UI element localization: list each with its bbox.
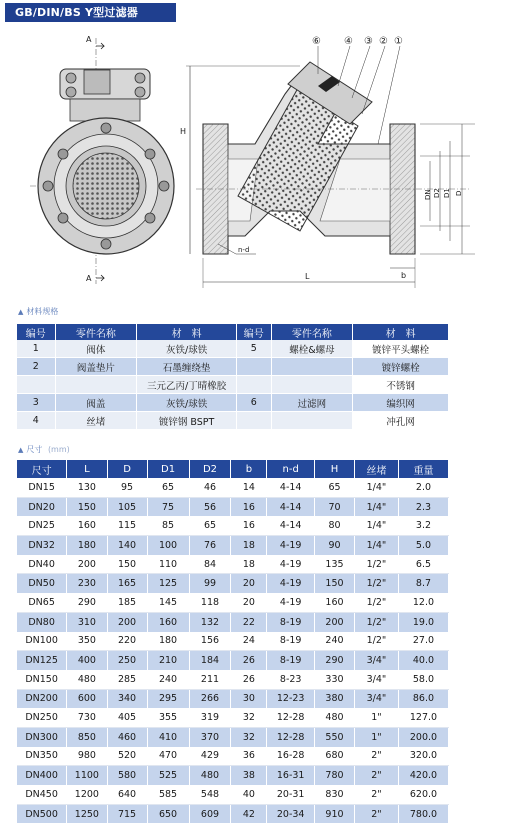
cell xyxy=(55,376,137,394)
table-row xyxy=(17,516,449,535)
size-cell: 240 xyxy=(147,670,189,689)
size-cell: 650 xyxy=(147,804,189,823)
cell: 灰铁/球铁 xyxy=(137,340,237,358)
size-cell: 150 xyxy=(67,497,107,516)
size-cell: 20-31 xyxy=(267,785,315,804)
cell: 阀盖 xyxy=(55,394,137,412)
size-cell: 780 xyxy=(314,766,354,785)
size-cell-dn: DN65 xyxy=(17,593,67,612)
size-cell: 290 xyxy=(67,593,107,612)
size-cell: 90 xyxy=(314,536,354,555)
cell xyxy=(236,412,271,430)
size-cell: 3/4" xyxy=(355,670,399,689)
size-cell: 180 xyxy=(147,632,189,651)
table-row xyxy=(17,632,449,651)
size-cell-dn: DN500 xyxy=(17,804,67,823)
size-cell: 211 xyxy=(189,670,231,689)
size-cell: 132 xyxy=(189,612,231,631)
size-cell: 3/4" xyxy=(355,651,399,670)
size-cell-dn: DN450 xyxy=(17,785,67,804)
cell: 5 xyxy=(236,340,271,358)
size-cell: 86.0 xyxy=(398,689,448,708)
size-cell: 42 xyxy=(231,804,267,823)
size-cell: 40 xyxy=(231,785,267,804)
table-row xyxy=(17,651,449,670)
size-cell-dn: DN50 xyxy=(17,574,67,593)
callout-1: ① xyxy=(394,36,403,47)
size-cell-dn: DN150 xyxy=(17,670,67,689)
size-cell: 715 xyxy=(107,804,147,823)
size-cell: 1/2" xyxy=(355,632,399,651)
size-cell: 12-28 xyxy=(267,708,315,727)
dim-d1: D1 xyxy=(443,188,451,198)
size-cell: 76 xyxy=(189,536,231,555)
size-cell-dn: DN125 xyxy=(17,651,67,670)
materials-table xyxy=(17,324,449,430)
size-cell: 12-23 xyxy=(267,689,315,708)
triangle-icon: ▲ xyxy=(18,308,24,316)
size-header: 尺寸 xyxy=(17,460,67,478)
size-cell: 80 xyxy=(314,516,354,535)
size-header: 丝堵 xyxy=(355,460,399,478)
size-cell: 8-19 xyxy=(267,632,315,651)
size-cell-dn: DN350 xyxy=(17,747,67,766)
table-row xyxy=(17,478,449,497)
size-cell: 220 xyxy=(107,632,147,651)
size-cell: 16 xyxy=(231,497,267,516)
size-cell: 1250 xyxy=(67,804,107,823)
size-cell: 1/4" xyxy=(355,536,399,555)
cell: 过滤网 xyxy=(271,394,353,412)
size-cell: 46 xyxy=(189,478,231,497)
cell xyxy=(271,358,353,376)
size-cell: 210 xyxy=(147,651,189,670)
size-cell: 1/4" xyxy=(355,497,399,516)
size-header: D xyxy=(107,460,147,478)
size-cell: 200 xyxy=(107,612,147,631)
size-cell: 480 xyxy=(67,670,107,689)
size-cell: 585 xyxy=(147,785,189,804)
size-header: L xyxy=(67,460,107,478)
cell xyxy=(271,412,353,430)
callout-2: ② xyxy=(379,36,388,47)
size-cell: 266 xyxy=(189,689,231,708)
size-cell: 99 xyxy=(189,574,231,593)
cell: 4 xyxy=(17,412,55,430)
dim-nd: n-d xyxy=(238,246,250,254)
size-header: n-d xyxy=(267,460,315,478)
size-cell: 2" xyxy=(355,804,399,823)
size-cell-dn: DN300 xyxy=(17,727,67,746)
table-row xyxy=(17,358,449,376)
dim-b: b xyxy=(401,271,407,280)
size-cell: 460 xyxy=(107,727,147,746)
mat-header-no-2: 编号 xyxy=(236,324,271,340)
size-cell: 1200 xyxy=(67,785,107,804)
size-cell: 150 xyxy=(314,574,354,593)
cell: 1 xyxy=(17,340,55,358)
size-cell: 330 xyxy=(314,670,354,689)
end-view xyxy=(30,35,174,284)
size-cell: 125 xyxy=(147,574,189,593)
mat-header-no: 编号 xyxy=(17,324,55,340)
dim-h: H xyxy=(180,127,187,136)
size-cell: 4-14 xyxy=(267,478,315,497)
size-cell: 75 xyxy=(147,497,189,516)
table-row xyxy=(17,689,449,708)
size-cell: 84 xyxy=(189,555,231,574)
size-cell: 370 xyxy=(189,727,231,746)
size-cell: 400 xyxy=(67,651,107,670)
section-view xyxy=(180,36,475,288)
size-cell: 680 xyxy=(314,747,354,766)
materials-header-row xyxy=(17,324,449,340)
size-cell: 3.2 xyxy=(398,516,448,535)
size-cell: 1/2" xyxy=(355,555,399,574)
size-cell: 2" xyxy=(355,785,399,804)
size-cell: 200 xyxy=(314,612,354,631)
size-header-row xyxy=(17,460,449,478)
size-header: b xyxy=(231,460,267,478)
size-cell: 16-28 xyxy=(267,747,315,766)
table-row xyxy=(17,747,449,766)
size-cell: 525 xyxy=(147,766,189,785)
size-cell: 65 xyxy=(314,478,354,497)
size-cell: 580 xyxy=(107,766,147,785)
mat-header-part-2: 零件名称 xyxy=(271,324,353,340)
size-cell: 730 xyxy=(67,708,107,727)
callout-4: ④ xyxy=(344,36,353,47)
size-cell: 26 xyxy=(231,651,267,670)
size-cell: 4-19 xyxy=(267,555,315,574)
mat-header-material-2: 材 料 xyxy=(353,324,449,340)
size-cell: 2.3 xyxy=(398,497,448,516)
size-cell: 36 xyxy=(231,747,267,766)
table-row xyxy=(17,555,449,574)
callout-3: ③ xyxy=(364,36,373,47)
materials-section-label xyxy=(18,306,58,317)
size-cell: 95 xyxy=(107,478,147,497)
cell: 阀体 xyxy=(55,340,137,358)
table-row xyxy=(17,785,449,804)
size-cell-dn: DN32 xyxy=(17,536,67,555)
size-cell: 16 xyxy=(231,516,267,535)
size-cell: 1/2" xyxy=(355,574,399,593)
size-cell-dn: DN200 xyxy=(17,689,67,708)
size-cell: 4-19 xyxy=(267,574,315,593)
cell: 3 xyxy=(17,394,55,412)
size-cell: 780.0 xyxy=(398,804,448,823)
size-cell: 429 xyxy=(189,747,231,766)
size-cell: 165 xyxy=(107,574,147,593)
size-cell: 156 xyxy=(189,632,231,651)
size-cell: 8-19 xyxy=(267,612,315,631)
table-row xyxy=(17,340,449,358)
cell xyxy=(236,376,271,394)
size-cell: 480 xyxy=(189,766,231,785)
size-cell: 620.0 xyxy=(398,785,448,804)
table-row xyxy=(17,412,449,430)
size-cell: 8.7 xyxy=(398,574,448,593)
cell: 石墨缠绕垫 xyxy=(137,358,237,376)
size-cell: 85 xyxy=(147,516,189,535)
size-cell: 27.0 xyxy=(398,632,448,651)
size-cell: 110 xyxy=(147,555,189,574)
cell: 螺栓&螺母 xyxy=(271,340,353,358)
size-cell: 127.0 xyxy=(398,708,448,727)
size-cell: 480 xyxy=(314,708,354,727)
size-cell-dn: DN40 xyxy=(17,555,67,574)
table-row xyxy=(17,394,449,412)
size-cell: 548 xyxy=(189,785,231,804)
cell: 镀锌钢 BSPT xyxy=(137,412,237,430)
size-cell: 160 xyxy=(67,516,107,535)
table-row xyxy=(17,536,449,555)
size-cell: 295 xyxy=(147,689,189,708)
size-cell: 8-19 xyxy=(267,651,315,670)
size-cell: 4-14 xyxy=(267,516,315,535)
size-cell: 145 xyxy=(147,593,189,612)
size-cell: 1/4" xyxy=(355,478,399,497)
size-cell: 980 xyxy=(67,747,107,766)
size-cell: 118 xyxy=(189,593,231,612)
size-cell: 405 xyxy=(107,708,147,727)
size-unit: (mm) xyxy=(47,445,70,454)
size-cell: 240 xyxy=(314,632,354,651)
cell: 丝堵 xyxy=(55,412,137,430)
size-cell: 319 xyxy=(189,708,231,727)
size-cell: 24 xyxy=(231,632,267,651)
materials-label-text: 材料规格 xyxy=(26,307,59,316)
cell: 不锈钢 xyxy=(353,376,449,394)
mat-header-part: 零件名称 xyxy=(55,324,137,340)
table-row xyxy=(17,766,449,785)
cell: 镀锌螺栓 xyxy=(353,358,449,376)
section-mark-bottom: A xyxy=(86,274,92,283)
size-cell: 58.0 xyxy=(398,670,448,689)
size-cell: 4-19 xyxy=(267,536,315,555)
size-cell: 32 xyxy=(231,727,267,746)
dim-d2: D2 xyxy=(433,188,441,198)
size-cell-dn: DN100 xyxy=(17,632,67,651)
size-cell: 135 xyxy=(314,555,354,574)
size-cell: 3/4" xyxy=(355,689,399,708)
size-cell: 100 xyxy=(147,536,189,555)
size-cell: 18 xyxy=(231,555,267,574)
size-cell: 12-28 xyxy=(267,727,315,746)
size-cell: 1100 xyxy=(67,766,107,785)
size-cell: 18 xyxy=(231,536,267,555)
size-header: H xyxy=(314,460,354,478)
mat-header-material: 材 料 xyxy=(137,324,237,340)
dimensions-table xyxy=(17,460,449,823)
cell xyxy=(271,376,353,394)
size-cell: 285 xyxy=(107,670,147,689)
size-cell: 150 xyxy=(107,555,147,574)
size-cell: 20-34 xyxy=(267,804,315,823)
size-cell-dn: DN15 xyxy=(17,478,67,497)
cell: 灰铁/球铁 xyxy=(137,394,237,412)
cell: 编织网 xyxy=(353,394,449,412)
size-cell: 38 xyxy=(231,766,267,785)
size-cell: 160 xyxy=(314,593,354,612)
size-cell: 4-14 xyxy=(267,497,315,516)
size-cell: 340 xyxy=(107,689,147,708)
size-cell: 56 xyxy=(189,497,231,516)
table-row xyxy=(17,593,449,612)
size-header: D1 xyxy=(147,460,189,478)
size-cell: 910 xyxy=(314,804,354,823)
size-cell: 32 xyxy=(231,708,267,727)
size-label-text: 尺寸 xyxy=(26,445,43,454)
size-cell: 355 xyxy=(147,708,189,727)
table-row xyxy=(17,727,449,746)
size-cell: 1/2" xyxy=(355,593,399,612)
size-table-body xyxy=(17,478,449,823)
size-cell: 6.5 xyxy=(398,555,448,574)
size-cell: 550 xyxy=(314,727,354,746)
size-cell: 4-19 xyxy=(267,593,315,612)
table-row xyxy=(17,708,449,727)
cell: 2 xyxy=(17,358,55,376)
size-cell: 184 xyxy=(189,651,231,670)
cell: 冲孔网 xyxy=(353,412,449,430)
size-cell: 130 xyxy=(67,478,107,497)
size-cell: 230 xyxy=(67,574,107,593)
size-cell: 2" xyxy=(355,766,399,785)
size-cell: 65 xyxy=(189,516,231,535)
size-cell: 1" xyxy=(355,708,399,727)
size-cell: 22 xyxy=(231,612,267,631)
dim-l: L xyxy=(305,272,310,281)
cell xyxy=(236,358,271,376)
size-cell: 520 xyxy=(107,747,147,766)
size-cell: 470 xyxy=(147,747,189,766)
size-header: 重量 xyxy=(398,460,448,478)
section-mark-top: A xyxy=(86,35,92,44)
size-cell: 140 xyxy=(107,536,147,555)
cell xyxy=(17,376,55,394)
size-cell: 40.0 xyxy=(398,651,448,670)
size-cell: 320.0 xyxy=(398,747,448,766)
dim-d: D xyxy=(455,190,463,196)
size-cell-dn: DN250 xyxy=(17,708,67,727)
size-cell: 12.0 xyxy=(398,593,448,612)
size-cell: 180 xyxy=(67,536,107,555)
cell: 6 xyxy=(236,394,271,412)
size-cell: 1/2" xyxy=(355,612,399,631)
size-cell: 310 xyxy=(67,612,107,631)
size-cell: 600 xyxy=(67,689,107,708)
size-cell: 19.0 xyxy=(398,612,448,631)
size-cell-dn: DN25 xyxy=(17,516,67,535)
size-cell: 1/4" xyxy=(355,516,399,535)
table-row xyxy=(17,612,449,631)
size-cell: 850 xyxy=(67,727,107,746)
size-cell: 380 xyxy=(314,689,354,708)
page-title: GB/DIN/BS Y型过滤器 xyxy=(5,3,176,22)
size-header: D2 xyxy=(189,460,231,478)
triangle-icon: ▲ xyxy=(18,446,24,454)
size-cell: 160 xyxy=(147,612,189,631)
size-cell: 20 xyxy=(231,593,267,612)
size-cell: 2.0 xyxy=(398,478,448,497)
size-cell: 14 xyxy=(231,478,267,497)
callout-6: ⑥ xyxy=(312,36,321,47)
size-cell: 200.0 xyxy=(398,727,448,746)
size-cell: 26 xyxy=(231,670,267,689)
size-cell: 290 xyxy=(314,651,354,670)
size-cell: 200 xyxy=(67,555,107,574)
size-cell: 250 xyxy=(107,651,147,670)
size-cell: 350 xyxy=(67,632,107,651)
size-cell: 830 xyxy=(314,785,354,804)
size-cell: 410 xyxy=(147,727,189,746)
size-cell: 1" xyxy=(355,727,399,746)
table-row xyxy=(17,497,449,516)
size-cell-dn: DN400 xyxy=(17,766,67,785)
table-row xyxy=(17,804,449,823)
table-row xyxy=(17,376,449,394)
size-cell: 30 xyxy=(231,689,267,708)
dim-dn: DN xyxy=(424,189,432,200)
size-cell: 70 xyxy=(314,497,354,516)
size-cell: 20 xyxy=(231,574,267,593)
size-cell: 5.0 xyxy=(398,536,448,555)
size-cell: 420.0 xyxy=(398,766,448,785)
y-strainer-drawing xyxy=(0,26,511,296)
size-cell: 609 xyxy=(189,804,231,823)
size-cell: 640 xyxy=(107,785,147,804)
size-cell: 2" xyxy=(355,747,399,766)
size-cell: 105 xyxy=(107,497,147,516)
size-cell-dn: DN20 xyxy=(17,497,67,516)
size-cell: 115 xyxy=(107,516,147,535)
size-cell: 185 xyxy=(107,593,147,612)
size-cell: 8-23 xyxy=(267,670,315,689)
size-cell: 65 xyxy=(147,478,189,497)
size-cell-dn: DN80 xyxy=(17,612,67,631)
cell: 镀锌平头螺栓 xyxy=(353,340,449,358)
cell: 阀盖垫片 xyxy=(55,358,137,376)
size-cell: 16-31 xyxy=(267,766,315,785)
size-section-label xyxy=(18,444,70,455)
table-row xyxy=(17,670,449,689)
cell: 三元乙丙/丁晴橡胶 xyxy=(137,376,237,394)
table-row xyxy=(17,574,449,593)
